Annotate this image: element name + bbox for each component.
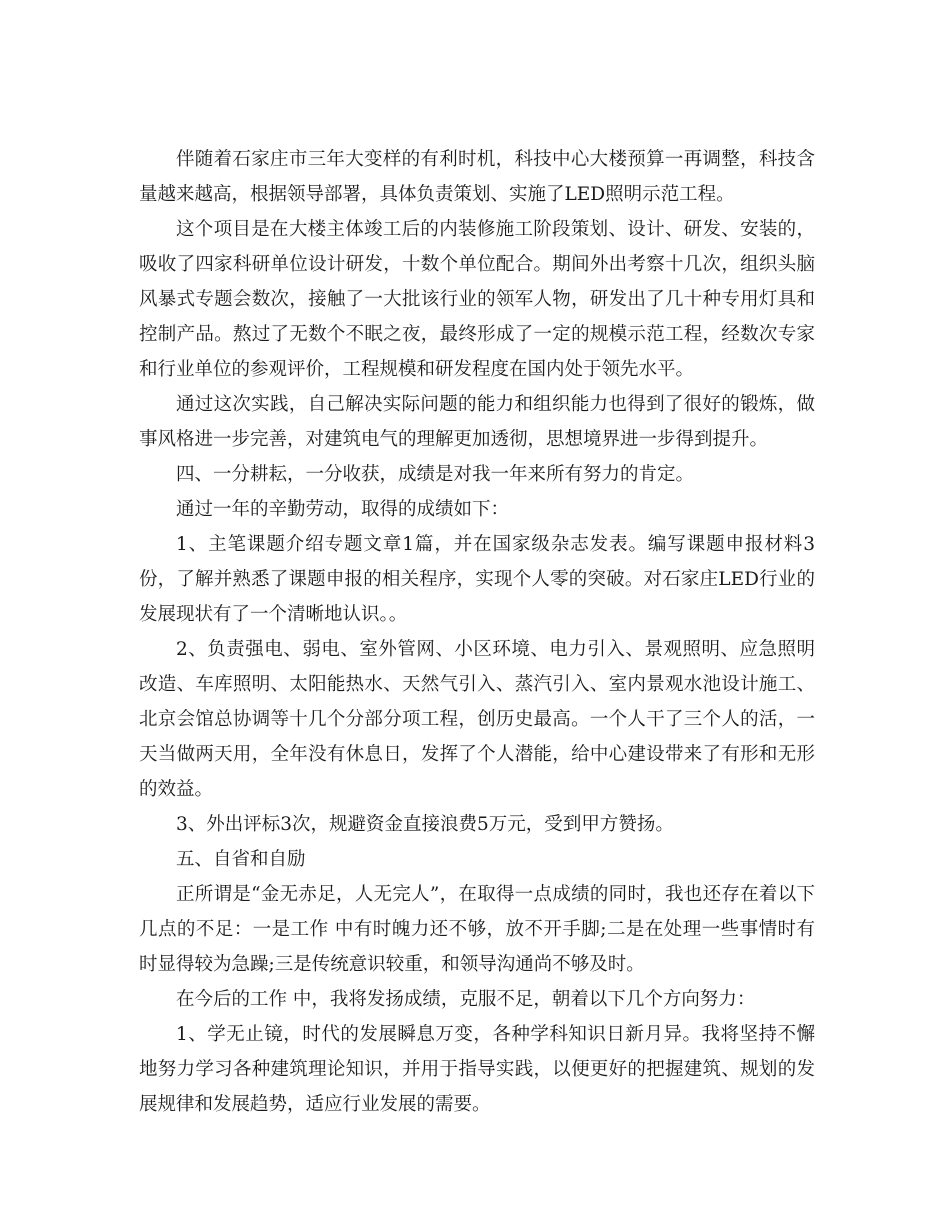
list-item-future-direction-1: 1、学无止镜，时代的发展瞬息万变，各种学科知识日新月异。我将坚持不懈地努力学习各种建筑理论知识，并用于指导实践，以便更好的把握建筑、规划的发展规律和发展趋势，适应行业发展的需要。 (139, 1024, 815, 1115)
document-body (139, 142, 815, 1122)
paragraph-shortcomings: 正所谓是“金无赤足，人无完人”，在取得一点成绩的同时，我也还存在着以下几点的不足：一是工作 中有时魄力还不够，放不开手脚;二是在处理一些事情时有时显得较为急躁;三是传统意识较重，和领导沟通尚不够及时。 (139, 884, 815, 975)
list-item-achievement-3: 3、外出评标3次，规避资金直接浪费5万元，受到甲方赞扬。 (176, 814, 674, 835)
paragraph-achievements-intro: 通过一年的辛勤劳动，取得的成绩如下： (176, 499, 510, 520)
paragraph-project-details: 这个项目是在大楼主体竣工后的内装修施工阶段策划、设计、研发、安装的，吸收了四家科研单位设计研发，十数个单位配合。期间外出考察十几次，组织头脑风暴式专题会数次，接触了一大批该行业的领军人物，研发出了几十种专用灯具和控制产品。熬过了无数个不眠之夜，最终形成了一定的规模示范工程，经数次专家和行业单位的参观评价，工程规模和研发程度在国内处于领先水平。 (139, 219, 815, 380)
paragraph-led-project-intro: 伴随着石家庄市三年大变样的有利时机，科技中心大楼预算一再调整，科技含量越来越高，根据领导部署，具体负责策划、实施了LED照明示范工程。 (139, 149, 815, 205)
paragraph-practice-summary: 通过这次实践，自己解决实际问题的能力和组织能力也得到了很好的锻炼，做事风格进一步完善，对建筑电气的理解更加透彻，思想境界进一步得到提升。 (139, 394, 815, 450)
list-item-achievement-1: 1、主笔课题介绍专题文章1篇，并在国家级杂志发表。编写课题申报材料3份，了解并熟悉了课题申报的相关程序，实现个人零的突破。对石家庄LED行业的发展现状有了一个清晰地认识。。 (139, 534, 815, 625)
section-heading-self-reflection: 五、自省和自励 (176, 849, 306, 870)
paragraph-future-directions-intro: 在今后的工作 中，我将发扬成绩，克服不足，朝着以下几个方向努力： (176, 989, 756, 1010)
section-heading-achievements: 四、一分耕耘，一分收获，成绩是对我一年来所有努力的肯定。 (176, 464, 695, 485)
list-item-achievement-2: 2、负责强电、弱电、室外管网、小区环境、电力引入、景观照明、应急照明改造、车库照明、太阳能热水、天然气引入、蒸汽引入、室内景观水池设计施工、北京会馆总协调等十几个分部分项工程，创历史最高。一个人干了三个人的活，一天当做两天用，全年没有休息日，发挥了个人潜能，给中心建设带来了有形和无形的效益。 (139, 639, 815, 800)
